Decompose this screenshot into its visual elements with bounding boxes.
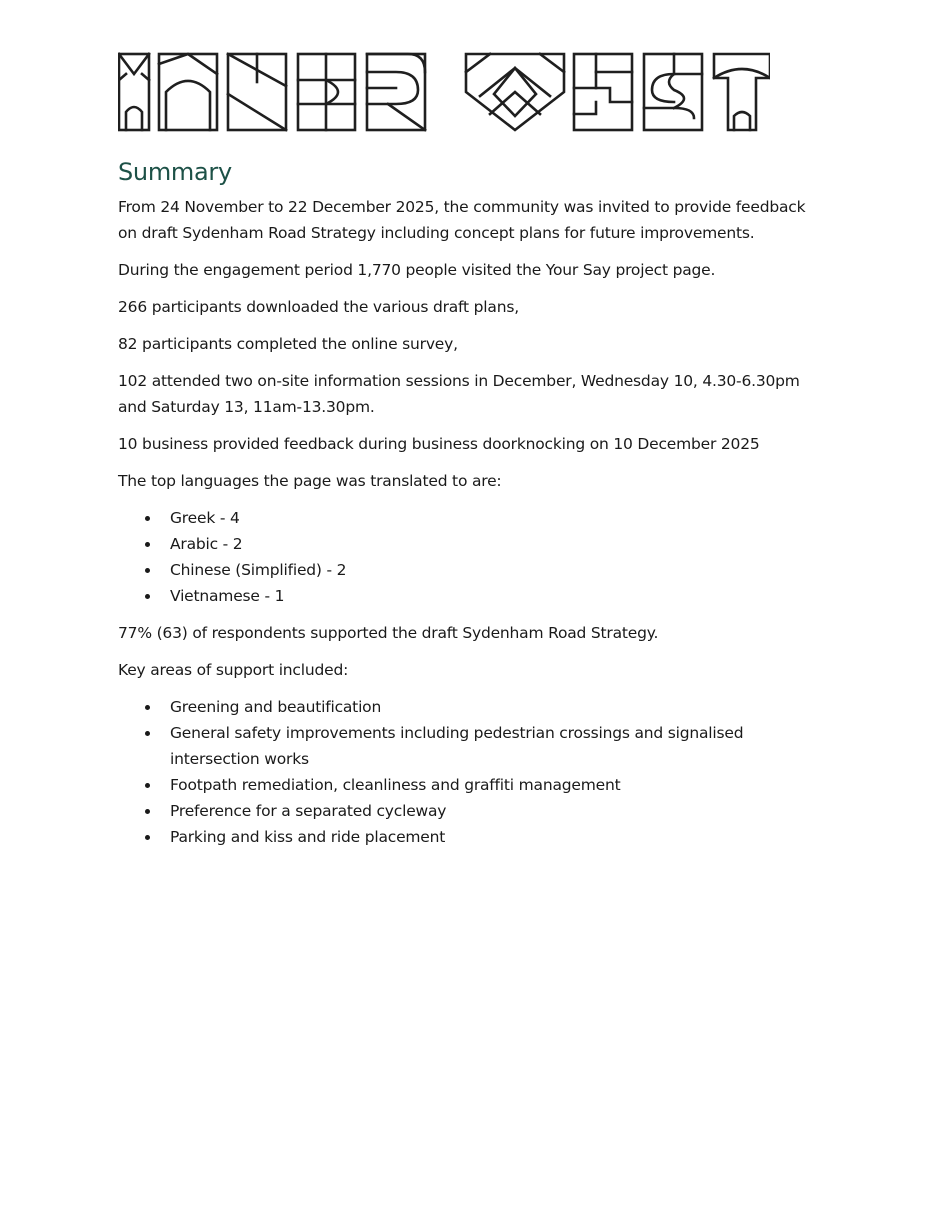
support-areas-list: [118, 694, 828, 850]
list-item: Chinese (Simplified) - 2: [118, 557, 828, 583]
inner-west-logo-icon: [118, 52, 770, 132]
list-item: Parking and kiss and ride placement: [118, 824, 828, 850]
survey-paragraph: 82 participants completed the online survey,: [118, 335, 458, 353]
list-item: Arabic - 2: [118, 531, 828, 557]
support-stat-paragraph: 77% (63) of respondents supported the draft Sydenham Road Strategy.: [118, 624, 659, 642]
list-item: General safety improvements including pedestrian crossings and signalised intersection works: [118, 720, 828, 772]
summary-heading: Summary: [118, 158, 232, 186]
list-item: Footpath remediation, cleanliness and graffiti management: [118, 772, 828, 798]
support-intro: Key areas of support included:: [118, 661, 349, 679]
list-item: Greek - 4: [118, 505, 828, 531]
inner-west-logo: [118, 52, 770, 132]
sessions-paragraph: 102 attended two on-site information sessions in December, Wednesday 10, 4.30-6.30pm and Saturday 13, 11am-13.30pm.: [118, 372, 800, 416]
list-item: Greening and beautification: [118, 694, 828, 720]
visitors-paragraph: During the engagement period 1,770 people visited the Your Say project page.: [118, 261, 716, 279]
list-item: Preference for a separated cycleway: [118, 798, 828, 824]
list-item: Vietnamese - 1: [118, 583, 828, 609]
summary-section: [118, 156, 828, 861]
intro-paragraph: From 24 November to 22 December 2025, the community was invited to provide feedback on draft Sydenham Road Strategy including concept plans for future improvements.: [118, 198, 806, 242]
business-paragraph: 10 business provided feedback during business doorknocking on 10 December 2025: [118, 435, 760, 453]
downloads-paragraph: 266 participants downloaded the various draft plans,: [118, 298, 519, 316]
languages-list: [118, 505, 828, 609]
languages-intro: The top languages the page was translated to are:: [118, 472, 502, 490]
